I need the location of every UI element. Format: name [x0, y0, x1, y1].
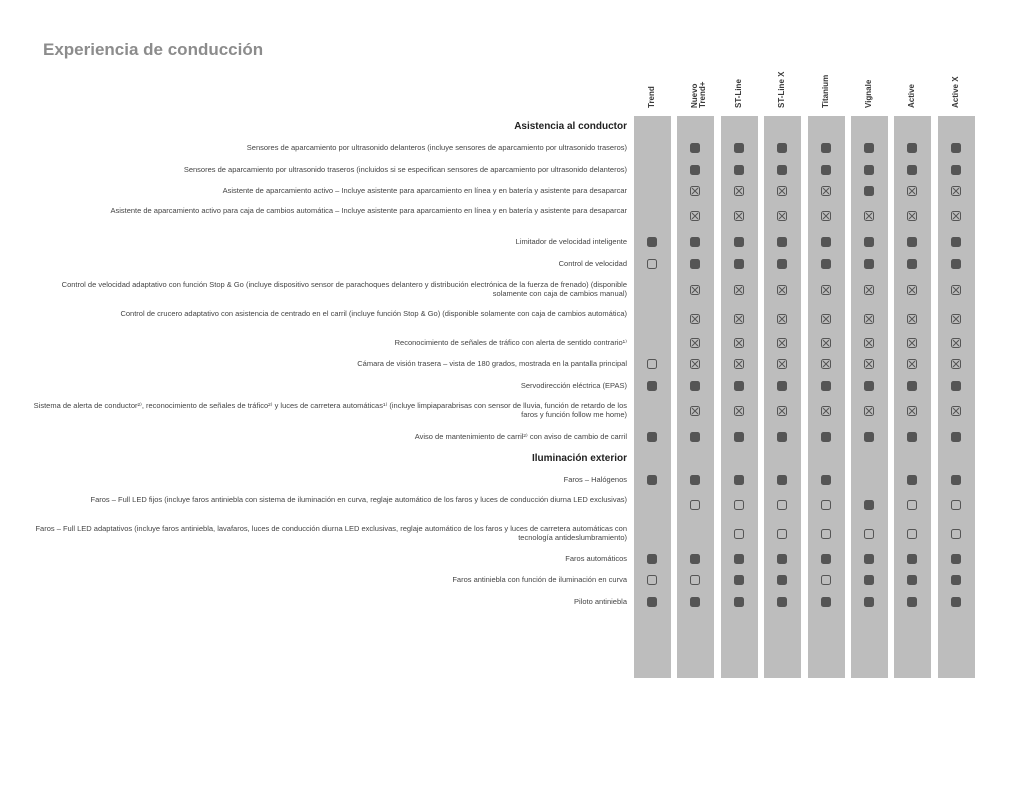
pack-mark [777, 314, 787, 324]
pack-mark [907, 211, 917, 221]
standard-mark [777, 143, 787, 153]
pack-mark [821, 211, 831, 221]
feature-label: Sistema de alerta de conductor²⁾, reconocimiento de señales de tráfico²⁾ y luces de carretera automáticas¹⁾ (incluye limpiaparabrisas con sensor de lluvia, función de retardo de los faros y función follow me home) [33, 401, 627, 419]
option-mark [951, 529, 961, 539]
standard-mark [907, 165, 917, 175]
feature-label: Asistente de aparcamiento activo – Incluye asistente para aparcamiento en línea y en batería y asistente para desaparcar [222, 185, 627, 195]
column-header-label: Active [907, 83, 916, 108]
pack-mark [734, 285, 744, 295]
standard-mark [907, 237, 917, 247]
option-mark [864, 529, 874, 539]
pack-mark [777, 406, 787, 416]
pack-mark [734, 338, 744, 348]
pack-mark [690, 314, 700, 324]
pack-mark [864, 338, 874, 348]
standard-mark [690, 554, 700, 564]
column-header [764, 32, 801, 112]
feature-label: Servodirección eléctrica (EPAS) [520, 380, 627, 390]
pack-mark [907, 285, 917, 295]
standard-mark [777, 259, 787, 269]
option-mark [821, 500, 831, 510]
standard-mark [777, 165, 787, 175]
standard-mark [734, 259, 744, 269]
pack-mark [821, 338, 831, 348]
standard-mark [907, 575, 917, 585]
standard-mark [647, 432, 657, 442]
standard-mark [951, 381, 961, 391]
standard-mark [690, 259, 700, 269]
standard-mark [777, 432, 787, 442]
standard-mark [734, 475, 744, 485]
section-heading: Asistencia al conductor [514, 121, 627, 132]
pack-mark [734, 211, 744, 221]
pack-mark [777, 186, 787, 196]
standard-mark [734, 237, 744, 247]
standard-mark [647, 381, 657, 391]
pack-mark [821, 285, 831, 295]
standard-mark [821, 165, 831, 175]
feature-label: Aviso de mantenimiento de carril²⁾ con aviso de cambio de carril [414, 431, 627, 441]
feature-label: Control de velocidad adaptativo con función Stop & Go (incluye dispositivo sensor de parachoques delantero y distribución electrónica de la fuerza de frenado) (disponible solamente con caja de cambios manual) [61, 280, 627, 298]
option-mark [907, 500, 917, 510]
standard-mark [647, 237, 657, 247]
standard-mark [907, 475, 917, 485]
standard-mark [951, 259, 961, 269]
pack-mark [821, 406, 831, 416]
standard-mark [647, 554, 657, 564]
pack-mark [907, 406, 917, 416]
option-mark [690, 500, 700, 510]
option-mark [777, 529, 787, 539]
standard-mark [690, 432, 700, 442]
standard-mark [821, 597, 831, 607]
option-mark [907, 529, 917, 539]
pack-mark [951, 314, 961, 324]
standard-mark [821, 432, 831, 442]
option-mark [647, 575, 657, 585]
standard-mark [690, 381, 700, 391]
standard-mark [951, 165, 961, 175]
section-heading: Iluminación exterior [531, 453, 627, 464]
option-mark [647, 259, 657, 269]
pack-mark [907, 314, 917, 324]
option-mark [821, 575, 831, 585]
column-band [894, 116, 931, 678]
pack-mark [864, 211, 874, 221]
standard-mark [864, 186, 874, 196]
column-band [721, 116, 758, 678]
standard-mark [907, 432, 917, 442]
standard-mark [777, 381, 787, 391]
standard-mark [864, 575, 874, 585]
standard-mark [734, 597, 744, 607]
standard-mark [864, 143, 874, 153]
pack-mark [951, 211, 961, 221]
option-mark [821, 529, 831, 539]
standard-mark [647, 475, 657, 485]
pack-mark [821, 359, 831, 369]
option-mark [951, 500, 961, 510]
standard-mark [907, 259, 917, 269]
standard-mark [821, 237, 831, 247]
feature-label: Control de velocidad [558, 258, 627, 268]
feature-label: Piloto antiniebla [574, 596, 627, 606]
feature-label: Faros antiniebla con función de iluminación en curva [452, 574, 627, 584]
option-mark [690, 575, 700, 585]
pack-mark [951, 285, 961, 295]
standard-mark [951, 554, 961, 564]
pack-mark [951, 186, 961, 196]
column-header-label: Vignale [864, 79, 873, 108]
column-header [851, 32, 888, 112]
standard-mark [690, 165, 700, 175]
feature-label: Faros automáticos [565, 553, 627, 563]
standard-mark [907, 597, 917, 607]
column-header [677, 32, 714, 112]
standard-mark [951, 575, 961, 585]
column-header [894, 32, 931, 112]
option-mark [647, 359, 657, 369]
standard-mark [951, 475, 961, 485]
standard-mark [821, 143, 831, 153]
standard-mark [951, 597, 961, 607]
column-band [808, 116, 845, 678]
column-header-label: ST-Line [734, 79, 743, 108]
standard-mark [821, 381, 831, 391]
pack-mark [864, 359, 874, 369]
column-header-label: Nuevo Trend+ [690, 81, 707, 108]
standard-mark [647, 597, 657, 607]
feature-label: Reconocimiento de señales de tráfico con alerta de sentido contrario¹⁾ [394, 337, 627, 347]
standard-mark [690, 597, 700, 607]
standard-mark [907, 554, 917, 564]
column-header-label: ST-Line X [777, 71, 786, 108]
column-band [938, 116, 975, 678]
pack-mark [777, 211, 787, 221]
standard-mark [907, 143, 917, 153]
pack-mark [690, 285, 700, 295]
option-mark [734, 529, 744, 539]
standard-mark [821, 259, 831, 269]
pack-mark [777, 359, 787, 369]
pack-mark [864, 285, 874, 295]
column-header [938, 32, 975, 112]
feature-label: Control de crucero adaptativo con asistencia de centrado en el carril (incluye función Stop & Go) (disponible solamente con caja de cambios automática) [120, 309, 627, 318]
feature-label: Faros – Halógenos [563, 474, 627, 484]
pack-mark [734, 406, 744, 416]
pack-mark [821, 314, 831, 324]
feature-label: Sensores de aparcamiento por ultrasonido traseros (incluidos si se especifican sensores de aparcamiento por ultrasonido delanteros) [183, 164, 627, 174]
pack-mark [690, 406, 700, 416]
standard-mark [864, 165, 874, 175]
pack-mark [864, 314, 874, 324]
feature-label: Faros – Full LED adaptativos (incluye faros antiniebla, lavafaros, luces de conducción diurna LED exclusivas, reglaje automático de los faros y luces de carretera automáticas con tecnología antideslumbramiento) [35, 524, 627, 542]
feature-label: Asistente de aparcamiento activo para caja de cambios automática – Incluye asistente para aparcamiento en línea y en batería y asistente para desaparcar [110, 206, 627, 215]
pack-mark [734, 314, 744, 324]
column-header [721, 32, 758, 112]
standard-mark [864, 381, 874, 391]
column-band [851, 116, 888, 678]
pack-mark [777, 338, 787, 348]
standard-mark [821, 475, 831, 485]
standard-mark [777, 554, 787, 564]
standard-mark [777, 597, 787, 607]
standard-mark [734, 381, 744, 391]
standard-mark [690, 143, 700, 153]
feature-label: Sensores de aparcamiento por ultrasonido delanteros (incluye sensores de aparcamiento por ultrasonido traseros) [246, 142, 627, 152]
pack-mark [951, 359, 961, 369]
pack-mark [951, 406, 961, 416]
pack-mark [907, 338, 917, 348]
feature-label: Cámara de visión trasera – vista de 180 grados, mostrada en la pantalla principal [357, 358, 627, 368]
standard-mark [864, 597, 874, 607]
feature-label: Limitador de velocidad inteligente [515, 236, 627, 246]
standard-mark [951, 143, 961, 153]
standard-mark [951, 237, 961, 247]
pack-mark [734, 186, 744, 196]
option-mark [777, 500, 787, 510]
standard-mark [864, 554, 874, 564]
standard-mark [907, 381, 917, 391]
standard-mark [777, 237, 787, 247]
standard-mark [734, 165, 744, 175]
standard-mark [951, 432, 961, 442]
pack-mark [864, 406, 874, 416]
option-mark [734, 500, 744, 510]
column-band [764, 116, 801, 678]
column-header-label: Trend [647, 86, 656, 108]
column-header [808, 32, 845, 112]
pack-mark [777, 285, 787, 295]
standard-mark [864, 500, 874, 510]
standard-mark [690, 237, 700, 247]
column-header-label: Titanium [821, 74, 830, 108]
standard-mark [864, 259, 874, 269]
standard-mark [821, 554, 831, 564]
pack-mark [690, 338, 700, 348]
standard-mark [734, 554, 744, 564]
column-band [677, 116, 714, 678]
pack-mark [951, 338, 961, 348]
page-title: Experiencia de conducción [43, 40, 264, 59]
pack-mark [734, 359, 744, 369]
pack-mark [690, 211, 700, 221]
standard-mark [777, 575, 787, 585]
pack-mark [907, 186, 917, 196]
standard-mark [734, 575, 744, 585]
standard-mark [864, 432, 874, 442]
feature-label: Faros – Full LED fijos (incluye faros antiniebla con sistema de iluminación en curva, reglaje automático de los faros y luces de conducción diurna LED exclusivas) [90, 495, 627, 504]
pack-mark [690, 359, 700, 369]
standard-mark [777, 475, 787, 485]
column-band [634, 116, 671, 678]
pack-mark [690, 186, 700, 196]
standard-mark [690, 475, 700, 485]
standard-mark [864, 237, 874, 247]
standard-mark [734, 432, 744, 442]
standard-mark [734, 143, 744, 153]
column-header-label: Active X [951, 76, 960, 108]
pack-mark [821, 186, 831, 196]
column-header [634, 32, 671, 112]
pack-mark [907, 359, 917, 369]
